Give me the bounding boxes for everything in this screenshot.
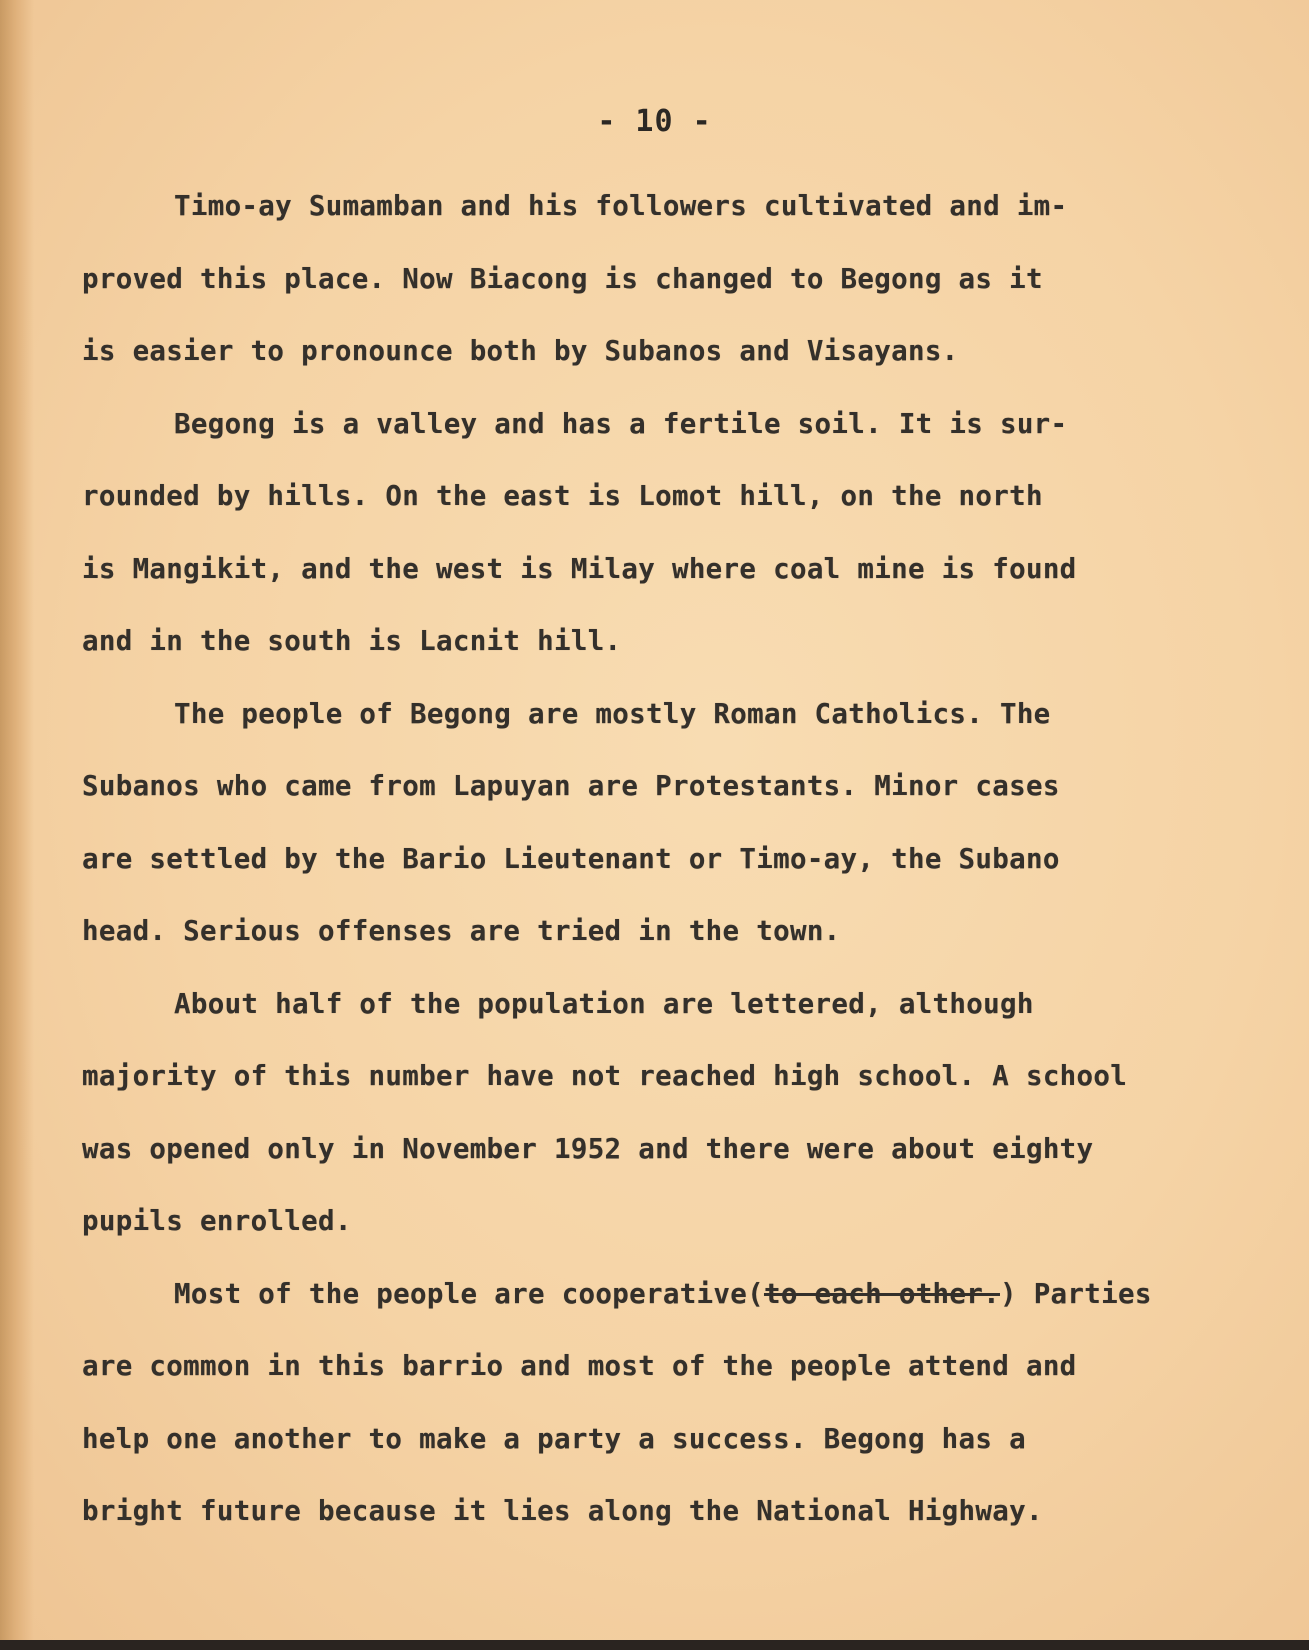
text-line: Begong is a valley and has a fertile soil. It is sur-	[174, 407, 1068, 440]
text-line: proved this place. Now Biacong is changed to Begong as it	[82, 262, 1043, 295]
text-line: About half of the population are lettered, although	[174, 987, 1034, 1020]
page-number: - 10 -	[597, 104, 712, 139]
text-line: Subanos who came from Lapuyan are Protestants. Minor cases	[82, 770, 1060, 802]
text-line: The people of Begong are mostly Roman Catholics. The	[174, 697, 1051, 730]
text-line: was opened only in November 1952 and there were about eighty	[82, 1132, 1094, 1165]
text-segment: Parties	[1033, 1277, 1152, 1310]
body-text	[82, 170, 1232, 1548]
text-line: head. Serious offenses are tried in the town.	[82, 915, 841, 947]
text-segment: Most of the people are cooperative(	[174, 1277, 764, 1310]
text-line: are settled by the Bario Lieutenant or Timo-ay, the Subano	[82, 842, 1060, 875]
page-edge-shadow	[0, 0, 34, 1650]
text-line: and in the south is Lacnit hill.	[82, 625, 622, 657]
text-line: help one another to make a party a success. Begong has a	[82, 1422, 1026, 1455]
page-bottom-edge	[0, 1640, 1309, 1650]
text-line: are common in this barrio and most of the people attend and	[82, 1350, 1077, 1382]
text-line: majority of this number have not reached high school. A school	[82, 1060, 1128, 1092]
text-line-cooperative	[82, 1258, 1232, 1331]
text-line: bright future because it lies along the National Highway.	[82, 1495, 1043, 1527]
text-segment: )	[999, 1277, 1034, 1310]
text-line: Timo-ay Sumamban and his followers cultivated and im-	[174, 190, 1068, 222]
text-line: is Mangikit, and the west is Milay where coal mine is found	[82, 552, 1077, 585]
text-line: rounded by hills. On the east is Lomot hill, on the north	[82, 480, 1043, 512]
struck-text: to each other.	[763, 1277, 1000, 1310]
text-line: is easier to pronounce both by Subanos and Visayans.	[82, 335, 959, 367]
text-line: pupils enrolled.	[82, 1205, 352, 1237]
